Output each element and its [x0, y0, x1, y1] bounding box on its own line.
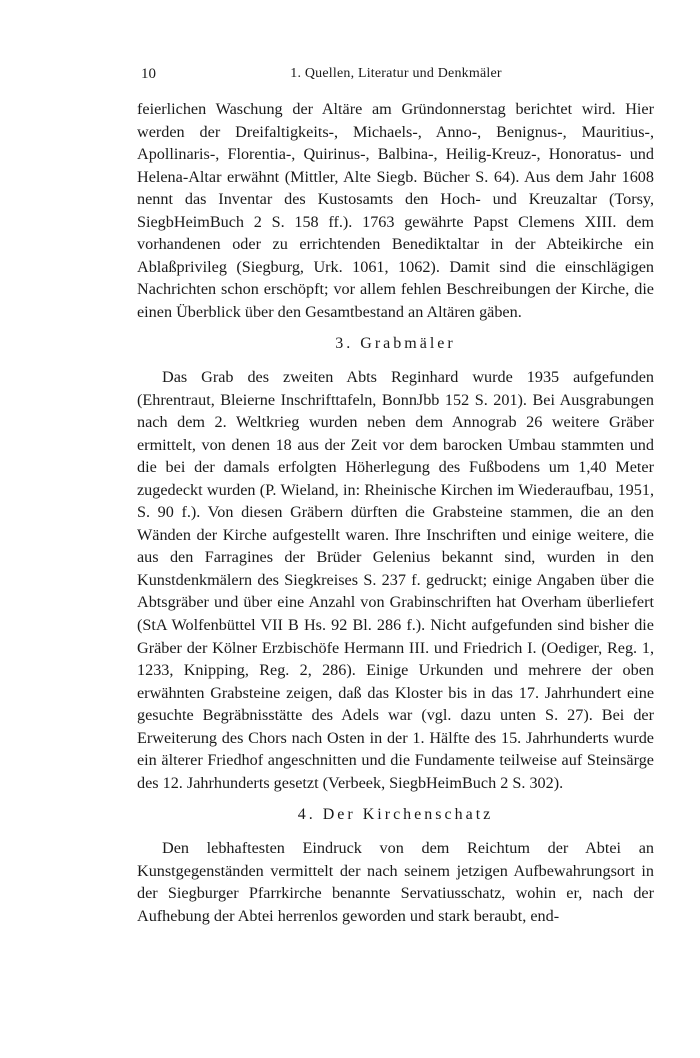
section-heading-grabmaeler: 3. Grabmäler	[335, 335, 456, 353]
running-head	[135, 66, 657, 86]
section-heading-kirchenschatz: 4. Der Kirchenschatz	[297, 806, 494, 824]
grabmaeler-paragraph: Das Grab des zweiten Abts Reginhard wurde 1935 aufgefunden (Ehrentraut, Bleierne Inschrifttafeln, BonnJbb 152 S. 201). Bei Ausgrabungen nach dem 2. Weltkrieg wurden neben dem Annograb 26 weitere Gräber ermittelt, von denen 18 aus der Zeit vor dem barocken Umbau stammten und die bei der damals erfolgten Höherlegung des Fußbodens um 1,40 Meter zugedeckt wurden (P. Wieland, in: Rheinische Kirchen im Wiederaufbau, 1951, S. 90 f.). Von diesen Gräbern dürften die Grabsteine stammen, die an den Wänden der Kirche aufgestellt waren. Ihre Inschriften und einige weitere, die aus den Farragines der Brüder Gelenius bekannt sind, wurden in den Kunstdenkmälern des Siegkreises S. 237 f. gedruckt; einige Angaben über die Abtsgräber und über eine Anzahl von Grabinschriften hat Overham überliefert (StA Wolfenbüttel VII B Hs. 92 Bl. 286 f.). Nicht aufgefunden sind bisher die Gräber der Kölner Erzbischöfe Hermann III. und Friedrich I. (Oediger, Reg. 1, 1233, Knipping, Reg. 2, 286). Einige Urkunden und mehrere der oben erwähnten Grabsteine zeigen, daß das Kloster bis in das 17. Jahrhundert eine gesuchte Begräbnisstätte des Adels war (vgl. dazu unten S. 27). Bei der Erweiterung des Chors nach Osten in der 1. Hälfte des 15. Jahrhunderts wurde ein älterer Friedhof angeschnitten und die Fundamente teilweise auf Steinsärge des 12. Jahrhunderts gesetzt (Verbeek, SiegbHeimBuch 2 S. 302).	[137, 368, 654, 792]
page-body	[137, 98, 654, 927]
intro-paragraph: feierlichen Waschung der Altäre am Gründonnerstag berichtet wird. Hier werden der Dreifaltigkeits-, Michaels-, Anno-, Benignus-, Mauritius-, Apollinaris-, Florentia-, Quirinus-, Balbina-, Heilig-Kreuz-, Honoratus- und Helena-Altar erwähnt (Mittler, Alte Siegb. Bücher S. 64). Aus dem Jahr 1608 nennt das Inventar des Kustosamts den Hoch- und Kreuzaltar (Torsy, SiegbHeimBuch 2 S. 158 ff.). 1763 gewährte Papst Clemens XIII. dem vorhandenen oder zu errichtenden Benediktaltar in der Abteikirche ein Ablaßprivileg (Siegburg, Urk. 1061, 1062). Damit sind die einschlägigen Nachrichten schon erschöpft; vor allem fehlen Beschreibungen der Kirche, die einen Überblick über den Gesamtbestand an Altären gäben.	[137, 100, 654, 321]
page-number: 10	[141, 66, 156, 82]
kirchenschatz-paragraph: Den lebhaftesten Eindruck von dem Reichtum der Abtei an Kunstgegenständen vermittelt der nach seinem jetzigen Aufbewahrungsort in der Siegburger Pfarrkirche benannte Servatiusschatz, wohin er, nach der Aufhebung der Abtei herrenlos geworden und stark beraubt, end-	[137, 838, 654, 925]
running-title: 1. Quellen, Literatur und Denkmäler	[290, 66, 502, 81]
